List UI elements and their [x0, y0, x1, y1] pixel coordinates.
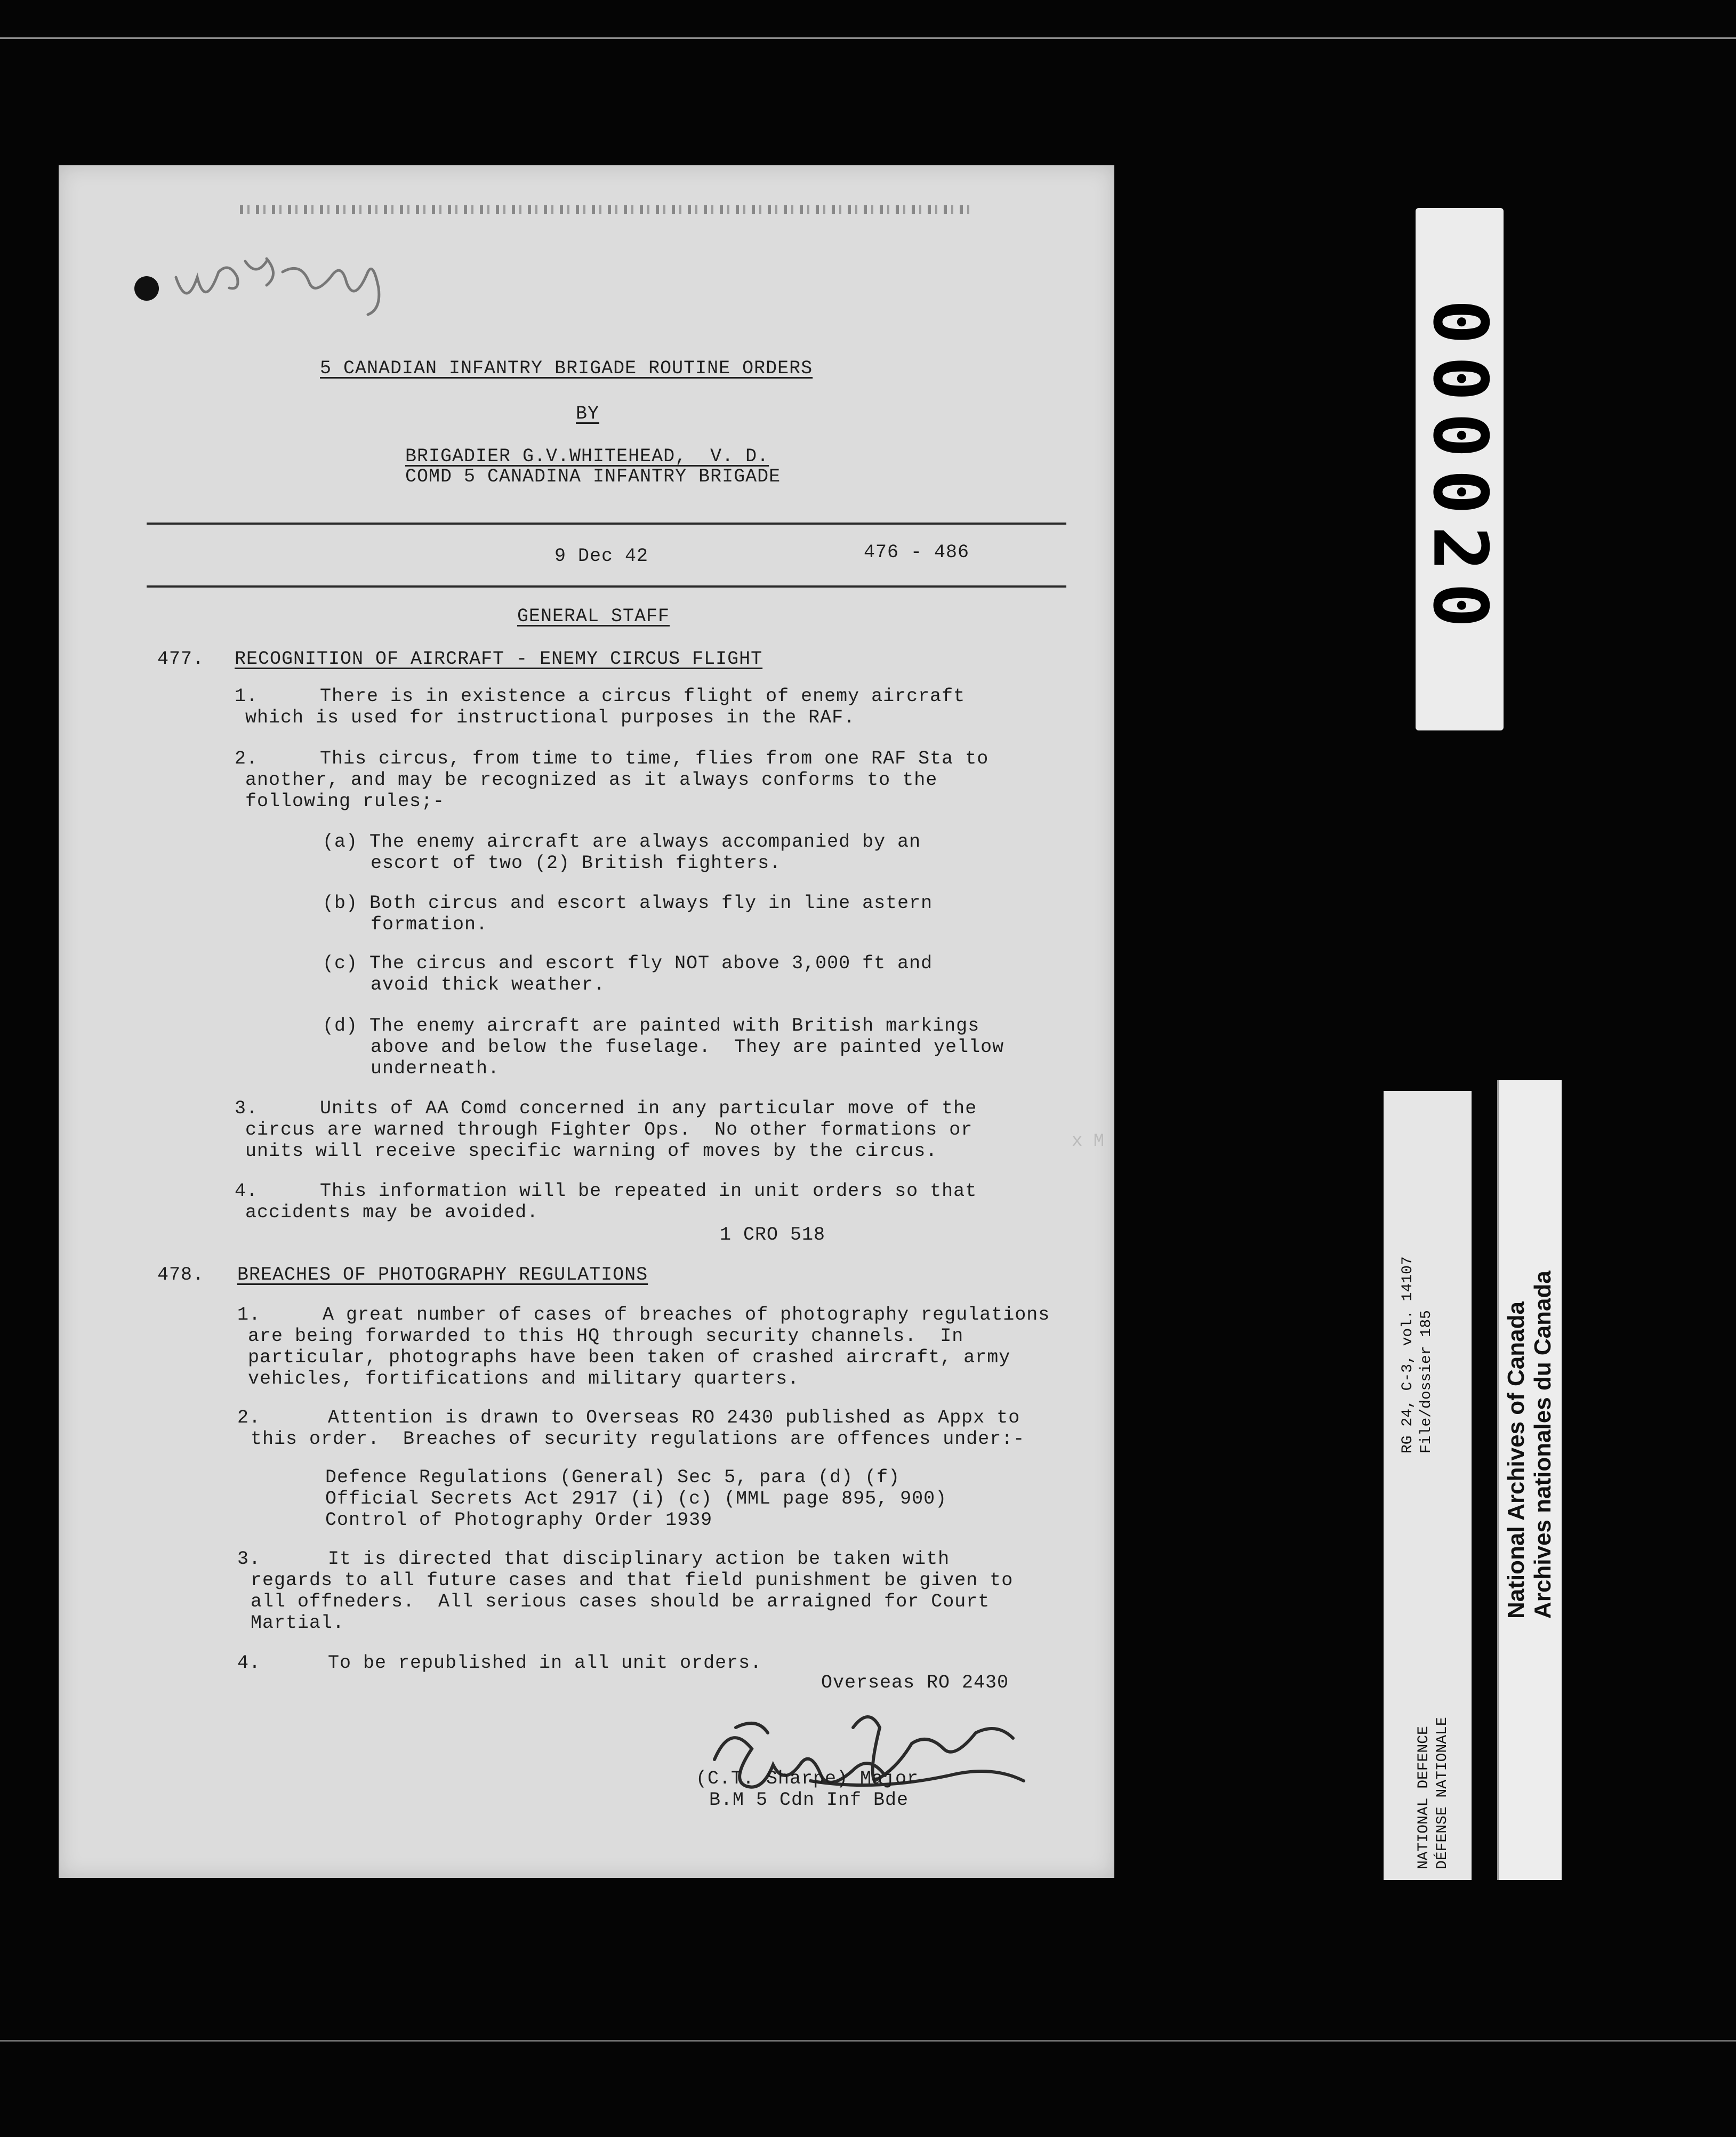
archive-reference-label	[1384, 1091, 1472, 1880]
regulation-item: Official Secrets Act 2917 (i) (c) (MML page 895, 900)	[325, 1488, 947, 1509]
order-477-p1-number: 1.	[235, 686, 259, 707]
order-478-heading: BREACHES OF PHOTOGRAPHY REGULATIONS	[237, 1264, 648, 1286]
order-477-p2-line: This circus, from time to time, flies from one RAF Sta to	[320, 748, 989, 769]
department-en: NATIONAL DEFENCE	[1416, 1726, 1432, 1869]
order-478-p4-number: 4.	[237, 1652, 261, 1674]
order-478-p3-number: 3.	[237, 1548, 261, 1570]
regulation-item: Defence Regulations (General) Sec 5, para (d) (f)	[325, 1467, 901, 1488]
order-477-p3-line: circus are warned through Fighter Ops. No other formations or	[245, 1119, 973, 1140]
order-478-reference: Overseas RO 2430	[821, 1672, 1009, 1693]
order-478-p2-number: 2.	[237, 1407, 261, 1428]
signature-name: (C.T. Sharpe) Major	[696, 1768, 919, 1789]
punch-hole	[134, 276, 159, 301]
order-477-p1-line: There is in existence a circus flight of enemy aircraft	[320, 686, 966, 707]
rule-b-line: (b) Both circus and escort always fly in line astern	[323, 893, 933, 914]
order-478-p1-number: 1.	[237, 1304, 261, 1325]
order-477-p3-line: Units of AA Comd concerned in any particular move of the	[320, 1098, 977, 1119]
order-477-p3-line: units will receive specific warning of moves by the circus.	[245, 1140, 938, 1162]
rule-d-line: (d) The enemy aircraft are painted with British markings	[323, 1015, 980, 1037]
handwritten-note	[165, 240, 464, 325]
order-477-p2-line: another, and may be recognized as it always conforms to the	[245, 769, 938, 791]
rule-top	[147, 523, 1066, 525]
order-478-p1-line: vehicles, fortifications and military quarters.	[248, 1368, 800, 1389]
order-477-p1-line: which is used for instructional purposes in the RAF.	[245, 707, 856, 728]
order-477-reference: 1 CRO 518	[720, 1224, 826, 1246]
rule-d-line: underneath.	[371, 1058, 500, 1079]
film-edge-bottom	[0, 2040, 1736, 2042]
order-477-p4-line: This information will be repeated in unit orders so that	[320, 1180, 977, 1202]
order-477-number: 477.	[157, 648, 205, 670]
frame-number-strip	[1416, 208, 1504, 730]
archives-name-fr: Archives nationales du Canada	[1530, 1271, 1556, 1619]
film-edge-top	[0, 37, 1736, 39]
section-heading: GENERAL STAFF	[517, 606, 670, 627]
order-478-p1-line: A great number of cases of breaches of photography regulations	[323, 1304, 1050, 1325]
margin-mark: x M	[1072, 1131, 1105, 1152]
order-range: 476 - 486	[864, 542, 970, 563]
rule-a-line: escort of two (2) British fighters.	[371, 853, 782, 874]
order-477-heading: RECOGNITION OF AIRCRAFT - ENEMY CIRCUS FLIGHT	[235, 648, 763, 670]
by-line: BY	[576, 403, 600, 424]
typewriter-noise	[240, 205, 976, 214]
order-478-p3-line: It is directed that disciplinary action be taken with	[328, 1548, 950, 1570]
order-477-p2-line: following rules;-	[245, 791, 445, 812]
order-478-p2-line: Attention is drawn to Overseas RO 2430 published as Appx to	[328, 1407, 1020, 1428]
document-title: 5 CANADIAN INFANTRY BRIGADE ROUTINE ORDERS	[320, 358, 813, 379]
order-478-number: 478.	[157, 1264, 205, 1286]
rule-bottom	[147, 585, 1066, 588]
order-477-p2-number: 2.	[235, 748, 259, 769]
rule-d-line: above and below the fuselage. They are painted yellow	[371, 1037, 1004, 1058]
order-date: 9 Dec 42	[554, 545, 649, 567]
commander-unit: COMD 5 CANADINA INFANTRY BRIGADE	[405, 466, 781, 487]
rule-c-line: (c) The circus and escort fly NOT above 3,000 ft and	[323, 953, 933, 974]
order-478-p1-line: particular, photographs have been taken of crashed aircraft, army	[248, 1347, 1011, 1368]
frame-number: 000020	[1416, 299, 1504, 639]
archive-institution-label	[1497, 1080, 1562, 1880]
rule-a-line: (a) The enemy aircraft are always accompanied by an	[323, 831, 921, 853]
order-478-p3-line: all offneders. All serious cases should be arraigned for Court	[251, 1591, 990, 1612]
rule-b-line: formation.	[371, 914, 488, 935]
archives-name-en: National Archives of Canada	[1503, 1302, 1529, 1619]
commander-name: BRIGADIER G.V.WHITEHEAD, V. D.	[405, 446, 769, 467]
order-478-p2-line: this order. Breaches of security regulations are offences under:-	[251, 1428, 1025, 1450]
order-478-p1-line: are being forwarded to this HQ through security channels. In	[248, 1325, 964, 1347]
order-477-p4-line: accidents may be avoided.	[245, 1202, 539, 1223]
signature-title: B.M 5 Cdn Inf Bde	[709, 1789, 909, 1811]
document-sheet	[59, 165, 1114, 1878]
department-fr: DÉFENSE NATIONALE	[1434, 1717, 1451, 1869]
rule-c-line: avoid thick weather.	[371, 974, 606, 995]
archive-reference: RG 24, C-3, vol. 14107	[1400, 1256, 1416, 1453]
order-478-p3-line: Martial.	[251, 1612, 345, 1634]
order-478-p3-line: regards to all future cases and that field punishment be given to	[251, 1570, 1014, 1591]
regulation-item: Control of Photography Order 1939	[325, 1509, 713, 1531]
order-477-p3-number: 3.	[235, 1098, 259, 1119]
archive-file: File/dossier 185	[1418, 1310, 1435, 1453]
order-477-p4-number: 4.	[235, 1180, 259, 1202]
order-478-p4-line: To be republished in all unit orders.	[328, 1652, 762, 1674]
